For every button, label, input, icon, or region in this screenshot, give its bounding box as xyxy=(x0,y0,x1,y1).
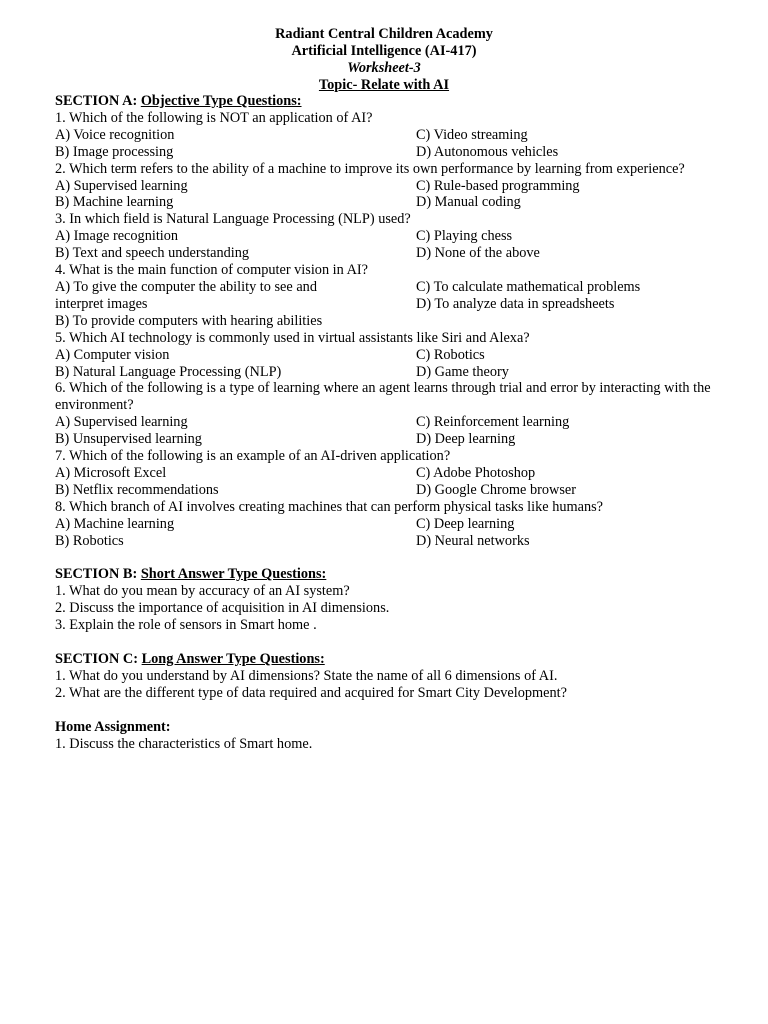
school-name: Radiant Central Children Academy xyxy=(275,26,493,42)
option-a: A) Image recognition xyxy=(55,228,179,245)
option-d: D) To analyze data in spreadsheets xyxy=(416,295,615,312)
options-row xyxy=(55,347,715,364)
option-d: D) None of the above xyxy=(416,245,540,262)
option-a: A) Supervised learning xyxy=(55,414,188,431)
option-a-continued: interpret images xyxy=(55,295,148,312)
option-a: A) Voice recognition xyxy=(55,126,175,143)
option-c: C) Deep learning xyxy=(416,515,515,532)
option-c: C) Reinforcement learning xyxy=(416,414,570,431)
option-a: A) Supervised learning xyxy=(55,177,188,194)
question-5: 5. Which AI technology is commonly used in virtual assistants like Siri and Alexa? xyxy=(55,329,530,346)
option-c: C) Rule-based programming xyxy=(416,177,580,194)
options-row xyxy=(55,127,715,144)
worksheet-number: Worksheet-3 xyxy=(347,59,421,76)
section-b-heading: SECTION B: Short Answer Type Questions: xyxy=(55,566,327,583)
short-question-1: 1. What do you mean by accuracy of an AI system? xyxy=(55,583,350,600)
option-c: C) To calculate mathematical problems xyxy=(416,278,641,295)
option-c: C) Video streaming xyxy=(416,126,528,143)
options-row xyxy=(55,482,715,499)
options-row xyxy=(55,144,715,161)
options-row xyxy=(55,245,715,262)
option-d: D) Deep learning xyxy=(416,431,516,448)
section-c-heading: SECTION C: Long Answer Type Questions: xyxy=(55,651,325,668)
home-question-1: 1. Discuss the characteristics of Smart home. xyxy=(55,735,313,752)
option-b: B) Image processing xyxy=(55,143,174,160)
option-d: D) Manual coding xyxy=(416,194,521,211)
long-question-1: 1. What do you understand by AI dimensions? State the name of all 6 dimensions of AI. xyxy=(55,668,558,684)
options-row xyxy=(55,364,715,381)
question-1: 1. Which of the following is NOT an application of AI? xyxy=(55,109,373,126)
option-b: B) Text and speech understanding xyxy=(55,245,250,262)
short-question-3: 3. Explain the role of sensors in Smart home . xyxy=(55,617,317,634)
option-d: D) Neural networks xyxy=(416,532,530,549)
options-row xyxy=(55,431,715,448)
worksheet-header xyxy=(0,26,768,94)
spacer xyxy=(55,702,715,719)
option-b: B) Natural Language Processing (NLP) xyxy=(55,363,282,380)
option-a: A) Machine learning xyxy=(55,515,175,532)
options-row xyxy=(55,516,715,533)
option-d: D) Game theory xyxy=(416,363,509,380)
option-b: B) Netflix recommendations xyxy=(55,481,219,498)
spacer xyxy=(55,634,715,651)
subject-title: Artificial Intelligence (AI-417) xyxy=(291,42,477,59)
home-assignment-heading: Home Assignment: xyxy=(55,718,171,735)
option-b: B) To provide computers with hearing abilities xyxy=(55,312,323,329)
option-b: B) Unsupervised learning xyxy=(55,431,202,448)
option-c: C) Playing chess xyxy=(416,228,513,245)
section-a-heading: SECTION A: Objective Type Questions: xyxy=(55,93,302,109)
option-c: C) Adobe Photoshop xyxy=(416,464,536,481)
options-row xyxy=(55,279,715,296)
option-a: A) Computer vision xyxy=(55,346,170,363)
option-b: B) Machine learning xyxy=(55,194,174,211)
option-a: A) To give the computer the ability to see and xyxy=(55,278,317,295)
options-row xyxy=(55,194,715,211)
question-7: 7. Which of the following is an example of an AI-driven application? xyxy=(55,448,451,465)
options-row xyxy=(55,414,715,431)
worksheet-body xyxy=(55,93,715,753)
options-row xyxy=(55,178,715,195)
question-4: 4. What is the main function of computer vision in AI? xyxy=(55,262,369,279)
option-d: D) Google Chrome browser xyxy=(416,481,577,498)
option-d: D) Autonomous vehicles xyxy=(416,143,559,160)
topic-title: Topic- Relate with AI xyxy=(318,76,450,93)
options-row xyxy=(55,228,715,245)
option-a: A) Microsoft Excel xyxy=(55,464,167,481)
question-6: 6. Which of the following is a type of learning where an agent learns through trial and error by interacting with the environment? xyxy=(55,380,711,414)
question-2: 2. Which term refers to the ability of a machine to improve its own performance by learning from experience? xyxy=(55,160,685,177)
short-question-2: 2. Discuss the importance of acquisition in AI dimensions. xyxy=(55,600,390,617)
options-row xyxy=(55,465,715,482)
spacer xyxy=(55,549,715,566)
question-3: 3. In which field is Natural Language Processing (NLP) used? xyxy=(55,211,411,228)
option-c: C) Robotics xyxy=(416,346,485,363)
question-8: 8. Which branch of AI involves creating machines that can perform physical tasks like humans? xyxy=(55,498,604,515)
options-row xyxy=(55,533,715,550)
options-row xyxy=(55,296,715,313)
option-b: B) Robotics xyxy=(55,532,124,549)
long-question-2: 2. What are the different type of data required and acquired for Smart City Development? xyxy=(55,684,567,701)
